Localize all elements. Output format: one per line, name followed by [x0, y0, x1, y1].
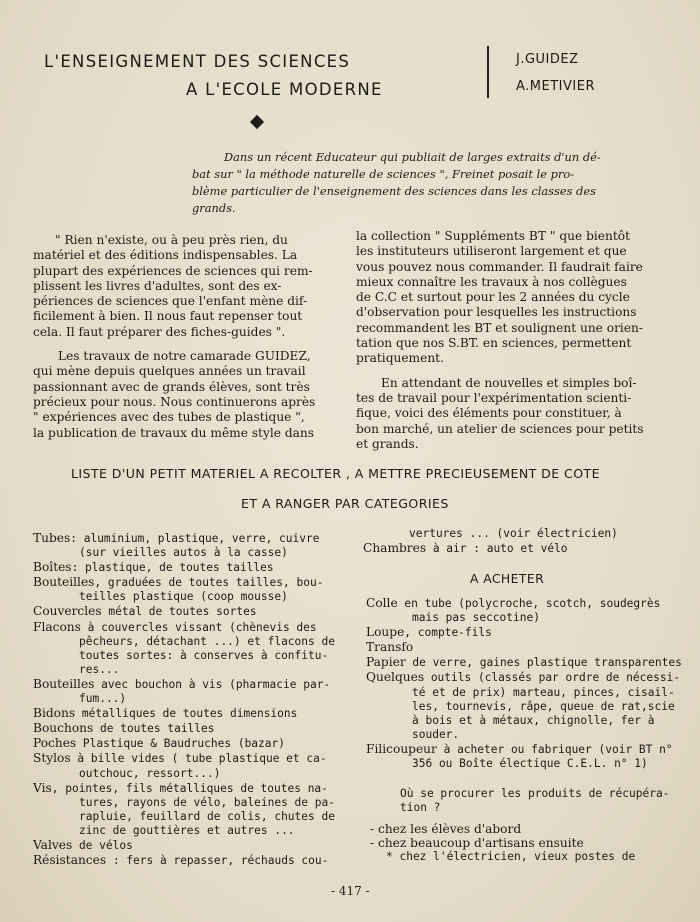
list-item-text: à bille vides ( tube plastique et ca-	[70, 752, 327, 766]
body-line: et grands.	[356, 436, 419, 451]
list-item-text: de verre, gaines plastique transparentes	[405, 656, 682, 670]
list-item	[33, 663, 335, 677]
list-item-text: : plastique, de toutes tailles	[71, 561, 274, 575]
body-line: Les travaux de notre camarade GUIDEZ,	[58, 349, 311, 364]
body-line: fique, voici des éléments pour constituer, à	[356, 406, 622, 421]
header-divider	[487, 46, 489, 98]
intro-line: grands.	[192, 201, 236, 215]
list-item-lead: Bouchons	[33, 721, 94, 736]
list-item-text: outchouc, ressort...)	[79, 766, 221, 780]
list-right-top	[363, 527, 618, 556]
list-item-text: avec bouchon à vis (pharmacie par-	[94, 677, 331, 691]
list-item	[33, 721, 335, 736]
list-left	[33, 531, 335, 868]
list-item	[33, 751, 335, 766]
intro-line: blème particulier de l'enseignement des sciences dans les classes des	[192, 184, 596, 198]
list-right-bottom	[366, 596, 682, 771]
list-item-text: vertures ... (voir électricien)	[409, 527, 618, 540]
author-metivier: A.METIVIER	[516, 79, 595, 94]
list-item	[366, 714, 682, 728]
list-item-text: té et de prix) marteau, pinces, cisail-	[412, 685, 675, 699]
body-line: qui mène depuis quelques années un travail	[33, 364, 306, 379]
body-line: mieux connaître les travaux à nos collègues	[356, 274, 627, 289]
body-line: plupart des expériences de sciences qui rem-	[33, 263, 313, 278]
body-line: matériel et des éditions indispensables. La	[33, 248, 298, 263]
article-title-line1: L'ENSEIGNEMENT DES SCIENCES	[44, 52, 351, 71]
list-heading-line1: LISTE D'UN PETIT MATERIEL A RECOLTER , A METTRE PRECIEUSEMENT DE COTE	[71, 466, 600, 481]
body-line: d'observation pour lesquelles les instructions	[356, 305, 637, 320]
list-item-lead: Valves	[33, 837, 73, 852]
list-item	[33, 575, 335, 590]
list-item-lead: Poches	[33, 736, 77, 751]
list-item-text: 356 ou Boîte électique C.E.L. n° 1)	[412, 757, 648, 771]
intro-line: bat sur " la méthode naturelle de sciences ", Freinet posait le pro-	[192, 167, 575, 181]
list-item	[33, 736, 335, 751]
list-item	[33, 604, 335, 619]
body-line: bon marché, un atelier de sciences pour petits	[356, 421, 644, 436]
list-item-text: rapluie, feuillard de colis, chutes de	[79, 809, 335, 823]
list-item-text: en tube (polycroche, scotch, soudegrès	[397, 597, 661, 610]
list-item-text: métal de toutes sortes	[101, 605, 257, 619]
question-line: Où se procurer les produits de récupéra-	[400, 787, 670, 800]
list-item-lead: Bidons	[33, 706, 76, 721]
source-item: - chez beaucoup d'artisans ensuite	[370, 836, 584, 851]
list-item	[363, 541, 618, 556]
acheter-heading: A ACHETER	[470, 571, 545, 586]
list-item	[33, 560, 335, 575]
list-item-text: toutes sortes: à conserves à confitu-	[79, 648, 329, 662]
list-item	[366, 640, 682, 655]
body-line: vous pouvez nous commander. Il faudrait faire	[356, 259, 643, 274]
list-item	[366, 596, 682, 611]
list-item	[366, 625, 682, 640]
list-item-text: Plastique & Baudruches (bazar)	[76, 737, 285, 751]
body-line: passionnant avec de grands élèves, sont très	[33, 379, 310, 394]
body-line: de C.C et surtout pour les 2 années du cycle	[356, 290, 630, 305]
list-item-lead: Boîtes	[33, 560, 72, 575]
list-item-lead: Loupe	[366, 625, 405, 640]
page-number: - 417 -	[331, 884, 370, 898]
intro-paragraph	[192, 149, 601, 217]
list-item-text: les, tournevis, râpe, queue de rat,scie	[412, 699, 675, 713]
list-item-lead: Couvercles	[33, 604, 102, 619]
list-item-lead: Transfo	[366, 640, 414, 655]
list-item	[366, 611, 682, 625]
list-item-text: de vélos	[72, 838, 133, 852]
list-item-lead: Stylos	[33, 751, 71, 766]
list-item	[33, 692, 335, 706]
body-line: " expériences avec des tubes de plastique ",	[33, 410, 305, 425]
list-item	[363, 527, 618, 541]
source-item: * chez l'électricien, vieux postes de	[386, 850, 636, 864]
list-item	[33, 546, 335, 560]
list-item-text: (sur vieilles autos à la casse)	[79, 546, 288, 560]
list-item-text: métalliques de toutes dimensions	[75, 707, 298, 721]
list-item-text: tures, rayons de vélo, baleines de pa-	[79, 795, 335, 809]
author-guidez: J.GUIDEZ	[516, 52, 579, 67]
list-item-text: zinc de gouttières et autres ...	[79, 823, 295, 837]
list-item	[33, 677, 335, 692]
list-item	[33, 531, 335, 546]
list-item	[33, 796, 335, 810]
list-item-text: : aluminium, plastique, verre, cuivre	[70, 532, 320, 545]
list-item	[366, 742, 682, 757]
source-item: - chez les élèves d'abord	[370, 822, 522, 836]
body-line: tation que nos S.BT. en sciences, permettent	[356, 336, 632, 351]
body-line: ficilement à bien. Il nous faut repenser tout	[33, 309, 303, 324]
list-item-text: teilles plastique (coop mousse)	[79, 590, 288, 604]
list-item-text: fum...)	[79, 692, 127, 706]
list-item-lead: Papier	[366, 655, 406, 670]
list-item	[366, 700, 682, 714]
body-line: plissent les livres d'adultes, sont des ex-	[33, 278, 282, 293]
list-item	[366, 757, 682, 771]
question-block	[366, 787, 669, 815]
list-item-text: de toutes tailles	[93, 722, 215, 736]
list-item-lead: Vis	[33, 780, 52, 795]
list-heading-line2: ET A RANGER PAR CATEGORIES	[241, 496, 449, 511]
list-item-lead: Chambres	[363, 541, 427, 556]
list-item	[366, 728, 682, 742]
list-item-lead: Colle	[366, 596, 398, 610]
body-column-right	[356, 229, 644, 452]
list-item	[366, 655, 682, 670]
list-item-text: res...	[79, 662, 120, 676]
list-item	[33, 853, 335, 868]
body-line: périences de sciences que l'enfant mène dif-	[33, 294, 308, 309]
list-item-text: à acheter ou fabriquer (voir BT n°	[436, 742, 673, 756]
list-item	[33, 810, 335, 824]
article-title-line2: A L'ECOLE MODERNE	[186, 80, 383, 99]
list-item-lead: Bouteilles	[33, 676, 95, 691]
list-item-text: à couvercles vissant (chènevis des	[80, 620, 317, 634]
body-line: précieux pour nous. Nous continuerons après	[33, 394, 316, 409]
paragraph-gap	[356, 367, 644, 376]
list-item-lead: Tubes	[33, 531, 71, 545]
list-item	[33, 824, 335, 838]
list-item-text: souder.	[412, 727, 460, 741]
body-line: tes de travail pour l'expérimentation scienti-	[356, 390, 632, 405]
body-line: pratiquement.	[356, 351, 444, 366]
list-item-lead: Résistances	[33, 853, 107, 868]
list-item-text: , compte-fils	[404, 626, 492, 640]
list-item	[33, 781, 335, 796]
body-line: les instituteurs utiliseront largement et que	[356, 244, 627, 259]
list-item	[33, 649, 335, 663]
list-item-text: à air : auto et vélo	[426, 542, 568, 556]
list-item-lead: Bouteilles	[33, 575, 95, 590]
list-item	[366, 670, 682, 685]
list-item	[33, 620, 335, 635]
body-line: la collection " Suppléments BT " que bientôt	[356, 229, 630, 243]
body-column-left	[33, 233, 315, 441]
list-item-text: mais pas seccotine)	[412, 611, 540, 625]
body-line: En attendant de nouvelles et simples boî-	[381, 375, 637, 390]
list-item	[33, 767, 335, 781]
list-item-text: , graduées de toutes tailles, bou-	[94, 576, 324, 590]
paragraph-gap	[33, 340, 315, 349]
list-item	[33, 590, 335, 604]
question-line: tion ?	[400, 801, 441, 815]
list-item-text: à bois et à métaux, chignolle, fer à	[412, 713, 655, 727]
list-item-text: , pointes, fils métalliques de toutes na-	[51, 781, 328, 795]
list-item-lead: Filicoupeur	[366, 741, 437, 756]
list-item	[33, 706, 335, 721]
body-line: " Rien n'existe, ou à peu près rien, du	[55, 233, 288, 247]
intro-line: Dans un récent Educateur qui publiait de larges extraits d'un dé-	[224, 150, 601, 164]
list-item-text: : fers à repasser, réchauds cou-	[106, 854, 329, 868]
list-item-text: outils (classés par ordre de nécessi-	[424, 671, 681, 685]
sources-list	[370, 822, 635, 864]
body-line: cela. Il faut préparer des fiches-guides ".	[33, 324, 286, 339]
list-item-lead: Flacons	[33, 619, 81, 634]
body-line: la publication de travaux du même style dans	[33, 425, 314, 440]
list-item-lead: Quelques	[366, 670, 425, 685]
list-item	[33, 838, 335, 853]
list-item-text: pêcheurs, détachant ...) et flacons de	[79, 634, 335, 648]
list-item	[366, 686, 682, 700]
body-line: recommandent les BT et soulignent une orien-	[356, 320, 643, 335]
list-item	[33, 635, 335, 649]
